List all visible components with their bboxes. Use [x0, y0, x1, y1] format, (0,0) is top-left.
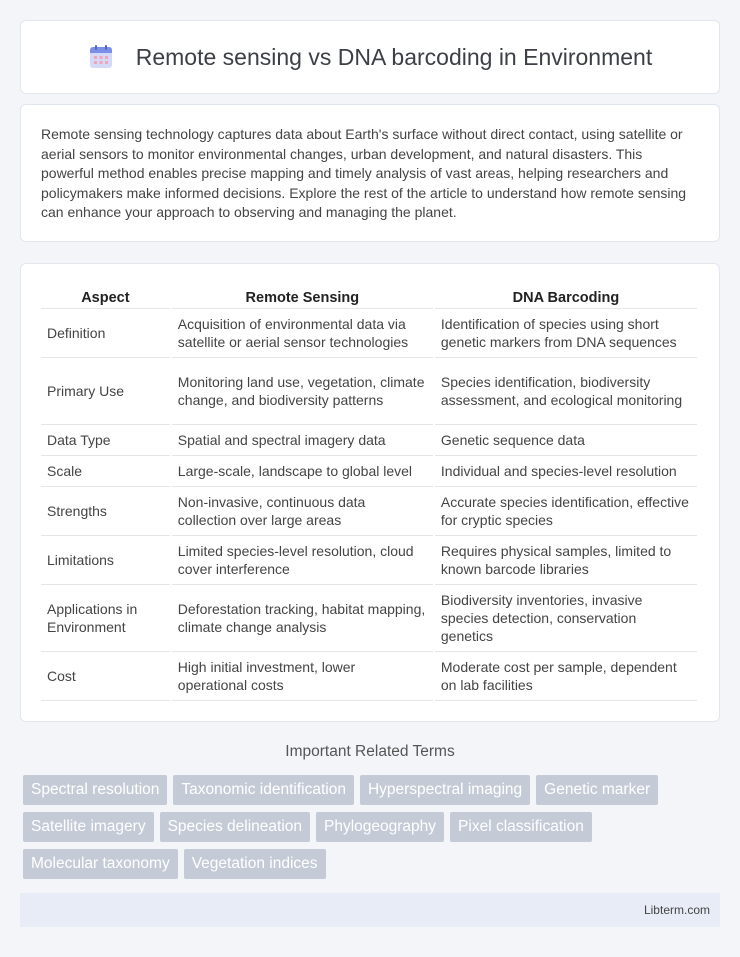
table-row [41, 652, 697, 701]
table-row [41, 358, 697, 425]
aspect-cell: Primary Use [41, 358, 170, 425]
column-header-dna-barcoding: DNA Barcoding [435, 284, 697, 309]
footer [20, 893, 720, 927]
remote-sensing-cell: Monitoring land use, vegetation, climate change, and biodiversity patterns [172, 358, 433, 425]
related-term-tag[interactable]: Hyperspectral imaging [360, 775, 530, 805]
related-term-tag[interactable]: Genetic marker [536, 775, 658, 805]
aspect-cell: Limitations [41, 536, 170, 585]
dna-barcoding-cell: Biodiversity inventories, invasive species detection, conservation genetics [435, 585, 697, 652]
dna-barcoding-cell: Moderate cost per sample, dependent on lab facilities [435, 652, 697, 701]
header [88, 44, 652, 71]
remote-sensing-cell: Acquisition of environmental data via satellite or aerial sensor technologies [172, 309, 433, 358]
header-card [20, 20, 720, 94]
comparison-card [20, 263, 720, 722]
aspect-cell: Applications in Environment [41, 585, 170, 652]
dna-barcoding-cell: Species identification, biodiversity assessment, and ecological monitoring [435, 358, 697, 425]
column-header-remote-sensing: Remote Sensing [172, 284, 433, 309]
dna-barcoding-cell: Genetic sequence data [435, 425, 697, 456]
table-row [41, 536, 697, 585]
related-term-tag[interactable]: Spectral resolution [23, 775, 167, 805]
aspect-cell: Data Type [41, 425, 170, 456]
related-term-tag[interactable]: Molecular taxonomy [23, 849, 178, 879]
related-terms-list [23, 775, 723, 886]
footer-site-link[interactable]: Libterm.com [643, 903, 710, 917]
dna-barcoding-cell: Identification of species using short genetic markers from DNA sequences [435, 309, 697, 358]
dna-barcoding-cell: Requires physical samples, limited to known barcode libraries [435, 536, 697, 585]
aspect-cell: Definition [41, 309, 170, 358]
related-term-tag[interactable]: Pixel classification [450, 812, 592, 842]
calendar-icon [88, 44, 114, 70]
remote-sensing-cell: Non-invasive, continuous data collection over large areas [172, 487, 433, 536]
related-term-tag[interactable]: Taxonomic identification [173, 775, 354, 805]
table-row [41, 425, 697, 456]
remote-sensing-cell: Limited species-level resolution, cloud cover interference [172, 536, 433, 585]
dna-barcoding-cell: Individual and species-level resolution [435, 456, 697, 487]
related-term-tag[interactable]: Species delineation [160, 812, 310, 842]
intro-card [20, 104, 720, 242]
column-header-aspect: Aspect [41, 284, 170, 309]
table-row [41, 487, 697, 536]
aspect-cell: Scale [41, 456, 170, 487]
related-term-tag[interactable]: Satellite imagery [23, 812, 154, 842]
related-terms-heading: Important Related Terms [285, 743, 455, 760]
aspect-cell: Strengths [41, 487, 170, 536]
comparison-table [39, 284, 699, 701]
related-term-tag[interactable]: Phylogeography [316, 812, 444, 842]
table-row [41, 585, 697, 652]
aspect-cell: Cost [41, 652, 170, 701]
remote-sensing-cell: Large-scale, landscape to global level [172, 456, 433, 487]
related-term-tag[interactable]: Vegetation indices [184, 849, 326, 879]
intro-paragraph: Remote sensing technology captures data about Earth's surface without direct contact, using satellite or aerial sensors to monitor environmental changes, urban development, and natural disasters. This powerful method enables precise mapping and timely analysis of vast areas, helping researchers and policymakers make informed decisions. Explore the rest of the article to understand how remote sensing can enhance your approach to observing and managing the planet. [41, 126, 687, 221]
remote-sensing-cell: High initial investment, lower operational costs [172, 652, 433, 701]
table-row [41, 456, 697, 487]
table-header-row [41, 284, 697, 309]
remote-sensing-cell: Deforestation tracking, habitat mapping, climate change analysis [172, 585, 433, 652]
page-title: Remote sensing vs DNA barcoding in Environment [135, 43, 653, 70]
table-row [41, 309, 697, 358]
dna-barcoding-cell: Accurate species identification, effective for cryptic species [435, 487, 697, 536]
remote-sensing-cell: Spatial and spectral imagery data [172, 425, 433, 456]
